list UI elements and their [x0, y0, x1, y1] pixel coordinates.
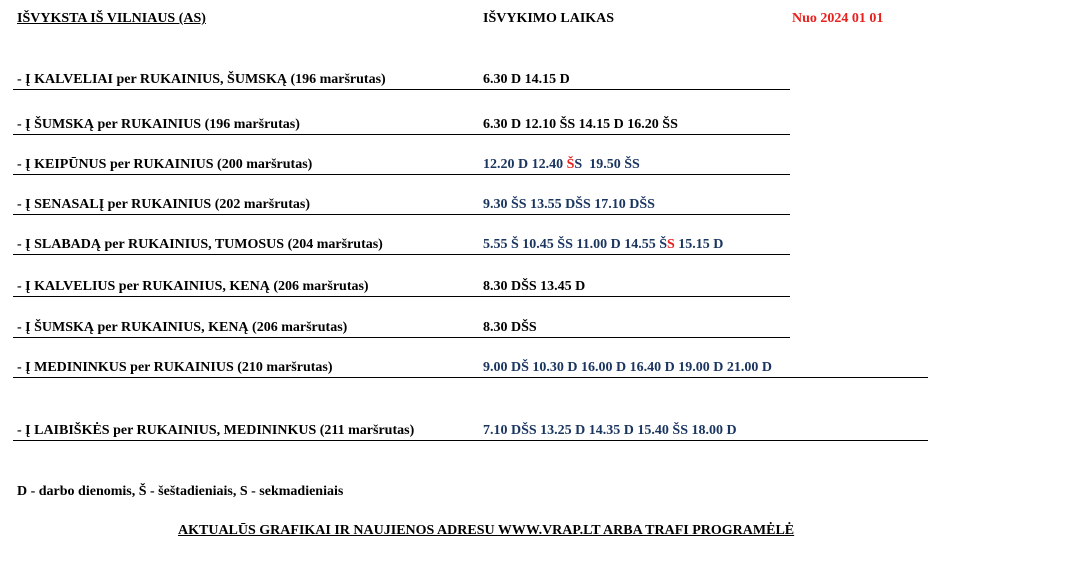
time-segment: 6.30 D 14.15 D	[483, 72, 570, 87]
route-name: - Į SLABADĄ per RUKAINIUS, TUMOSUS (204 maršrutas)	[17, 237, 383, 252]
route-name: - Į ŠUMSKĄ per RUKAINIUS (196 maršrutas)	[17, 117, 300, 132]
route-departure-times	[483, 279, 585, 295]
time-segment: 8.30 DŠS	[483, 320, 537, 335]
legend: D - darbo dienomis, Š - šeštadieniais, S - sekmadieniais	[17, 484, 344, 499]
route-row	[0, 157, 1091, 177]
time-segment: S	[666, 237, 675, 252]
time-segment: 8.30 DŠS 13.45 D	[483, 279, 586, 294]
route-row	[0, 237, 1091, 257]
route-departure-times	[483, 423, 737, 439]
row-underline	[13, 440, 928, 441]
time-segment: S 19.50 ŠS	[574, 157, 640, 172]
time-segment: 12.20 D 12.40	[483, 157, 567, 172]
route-departure-times	[483, 320, 537, 336]
row-underline	[13, 337, 790, 338]
route-row	[0, 117, 1091, 137]
route-departure-times	[483, 360, 772, 376]
row-underline	[13, 214, 790, 215]
route-name: - Į SENASALĮ per RUKAINIUS (202 maršrutas)	[17, 197, 310, 212]
time-segment: 9.00 DŠ 10.30 D 16.00 D 16.40 D 19.00 D 21.00 D	[483, 360, 772, 375]
route-departure-times	[483, 237, 723, 253]
route-row	[0, 320, 1091, 340]
route-row	[0, 72, 1091, 92]
route-row	[0, 423, 1091, 443]
route-name: - Į KALVELIAI per RUKAINIUS, ŠUMSKĄ (196 maršrutas)	[17, 72, 386, 87]
route-name: - Į KALVELIUS per RUKAINIUS, KENĄ (206 maršrutas)	[17, 279, 369, 294]
route-departure-times	[483, 197, 655, 213]
row-underline	[13, 174, 790, 175]
route-row	[0, 279, 1091, 299]
row-underline	[13, 296, 790, 297]
route-name: - Į KEIPŪNUS per RUKAINIUS (200 maršrutas)	[17, 157, 313, 172]
route-departure-times	[483, 117, 678, 133]
route-departure-times	[483, 157, 640, 173]
row-underline	[13, 254, 790, 255]
row-underline	[13, 377, 928, 378]
route-name: - Į MEDININKUS per RUKAINIUS (210 maršrutas)	[17, 360, 333, 375]
time-segment: Š	[566, 157, 575, 172]
row-underline	[13, 89, 790, 90]
time-segment: 5.55 Š 10.45 ŠS 11.00 D 14.55 Š	[483, 237, 667, 252]
valid-from-date: Nuo 2024 01 01	[792, 11, 884, 26]
row-underline	[13, 134, 790, 135]
time-segment: 7.10 DŠS 13.25 D 14.35 D 15.40 ŠS 18.00 D	[483, 423, 737, 438]
route-name: - Į ŠUMSKĄ per RUKAINIUS, KENĄ (206 maršrutas)	[17, 320, 348, 335]
footer-notice: AKTUALŪS GRAFIKAI IR NAUJIENOS ADRESU WWW.VRAP.LT ARBA TRAFI PROGRAMĖLĖ	[178, 523, 795, 538]
route-row	[0, 197, 1091, 217]
page-title: IŠVYKSTA IŠ VILNIAUS (AS)	[17, 11, 206, 26]
route-departure-times	[483, 72, 570, 88]
route-row	[0, 360, 1091, 380]
time-segment: 6.30 D 12.10 ŠS 14.15 D 16.20 ŠS	[483, 117, 678, 132]
departure-time-header: IŠVYKIMO LAIKAS	[483, 11, 615, 26]
route-name: - Į LAIBIŠKĖS per RUKAINIUS, MEDININKUS (211 maršrutas)	[17, 423, 415, 438]
time-segment: 9.30 ŠS 13.55 DŠS 17.10 DŠS	[483, 197, 655, 212]
time-segment: 15.15 D	[674, 237, 724, 252]
